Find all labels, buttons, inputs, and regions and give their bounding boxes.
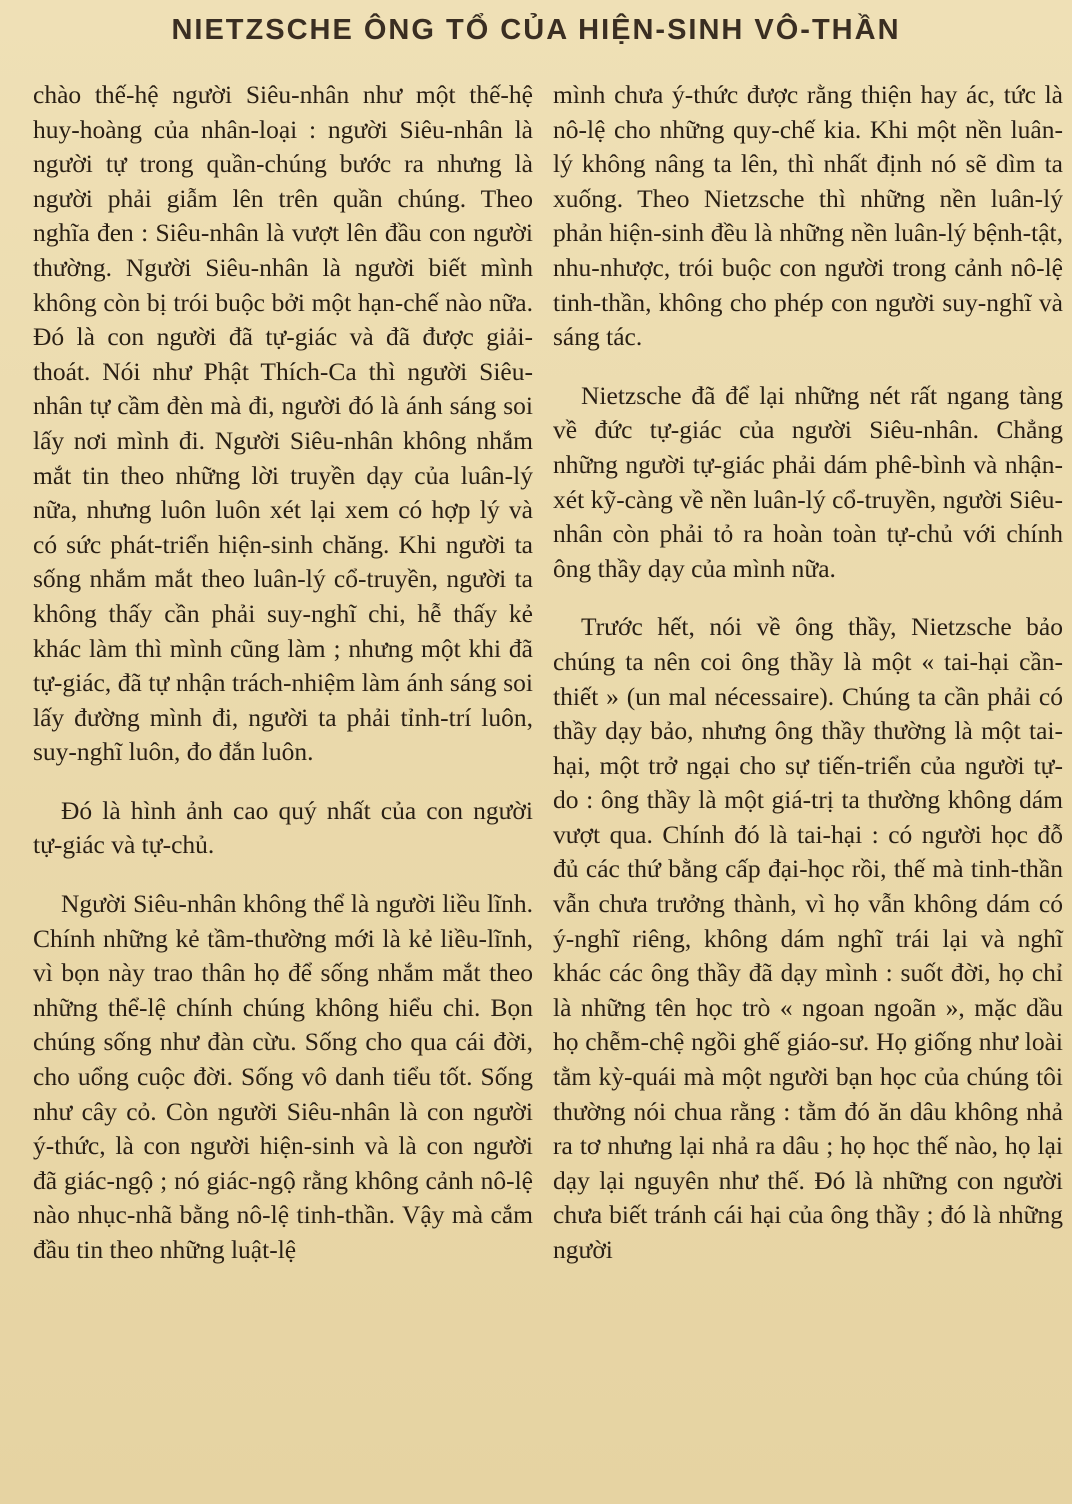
paragraph: Trước hết, nói về ông thầy, Nietzsche bảo chúng ta nên coi ông thầy là một « tai-hại cần-thiết » (un mal nécessaire). Chúng ta cần phải có thầy dạy bảo, nhưng ông thầy thường là một tai-hại, một trở ngại cho sự tiến-triển của người tự-do : ông thầy là một giá-trị ta thường không dám vượt qua. Chính đó là tai-hại : có người học đỗ đủ các thứ bằng cấp đại-học rồi, thế mà tinh-thần vẫn chưa trưởng thành, vì họ vẫn không dám có ý-nghĩ riêng, không dám nghĩ trái lại và nghĩ khác các ông thầy đã dạy mình : suốt đời, họ chỉ là những tên học trò « ngoan ngoãn », mặc dầu họ chễm-chệ ngồi ghế giáo-sư. Họ giống như loài tằm kỳ-quái mà một người bạn học của chúng tôi thường nói chua rằng : tằm đó ăn dâu không nhả ra tơ nhưng lại nhả ra dâu ; họ học thế nào, họ lại dạy lại nguyên như thế. Đó là những con người chưa biết tránh cái hại của ông thầy ; đó là những người [553,612,1063,1264]
paragraph: mình chưa ý-thức được rằng thiện hay ác, tức là nô-lệ cho những quy-chế kia. Khi một nền luân-lý không nâng ta lên, thì nhất định nó sẽ dìm ta xuống. Theo Nietzsche thì những nền luân-lý phản hiện-sinh đều là những nền luân-lý bệnh-tật, nhu-nhược, trói buộc con người trong cảnh nô-lệ tinh-thần, không cho phép con người suy-nghĩ và sáng tác. [553,80,1063,352]
paragraph: Người Siêu-nhân không thể là người liều lĩnh. Chính những kẻ tầm-thường mới là kẻ liều-lĩnh, vì bọn này trao thân họ để sống nhắm mắt theo những thể-lệ chính chúng không hiểu chi. Bọn chúng sống như đàn cừu. Sống cho qua cái đời, cho uổng cuộc đời. Sống vô danh tiểu tốt. Sống như cây cỏ. Còn người Siêu-nhân là con người ý-thức, là con người hiện-sinh và là con người đã giác-ngộ ; nó giác-ngộ rằng không cảnh nô-lệ nào nhục-nhã bằng nô-lệ tinh-thần. Vậy mà cắm đầu tin theo những luật-lệ [33,889,533,1264]
paragraph: chào thế-hệ người Siêu-nhân như một thế-hệ huy-hoàng của nhân-loại : người Siêu-nhân là người tự trong quần-chúng bước ra nhưng là người phải giẫm lên trên quần chúng. Theo nghĩa đen : Siêu-nhân là vượt lên đầu con người thường. Người Siêu-nhân là người biết mình không còn bị trói buộc bởi một hạn-chế nào nữa. Đó là con người đã tự-giác và đã được giải-thoát. Nói như Phật Thích-Ca thì người Siêu-nhân tự cầm đèn mà đi, người đó là ánh sáng soi lấy nơi mình đi. Người Siêu-nhân không nhắm mắt tin theo những lời truyền dạy của luân-lý nữa, nhưng luôn luôn xét lại xem có hợp lý và có sức phát-triển hiện-sinh chăng. Khi người ta sống nhắm mắt theo luân-lý cổ-truyền, người ta không thấy cần phải suy-nghĩ chi, hễ thấy kẻ khác làm thì mình cũng làm ; nhưng một khi đã tự-giác, đã tự nhận trách-nhiệm làm ánh sáng soi lấy đường mình đi, người ta phải tỉnh-trí luôn, suy-nghĩ luôn, đo đắn luôn. [33,80,533,767]
running-header: NIETZSCHE ÔNG TỔ CỦA HIỆN-SINH VÔ-THẦN [171,14,901,46]
left-column [33,78,533,1292]
paragraph: Đó là hình ảnh cao quý nhất của con người tự-giác và tự-chủ. [33,795,533,860]
right-column [553,78,1063,1292]
paragraph: Nietzsche đã để lại những nét rất ngang tàng về đức tự-giác của người Siêu-nhân. Chẳng những người tự-giác phải dám phê-bình và nhận-xét kỹ-càng về nền luân-lý cổ-truyền, người Siêu-nhân còn phải tỏ ra hoàn toàn tự-chủ với chính ông thầy dạy của mình nữa. [553,380,1063,583]
